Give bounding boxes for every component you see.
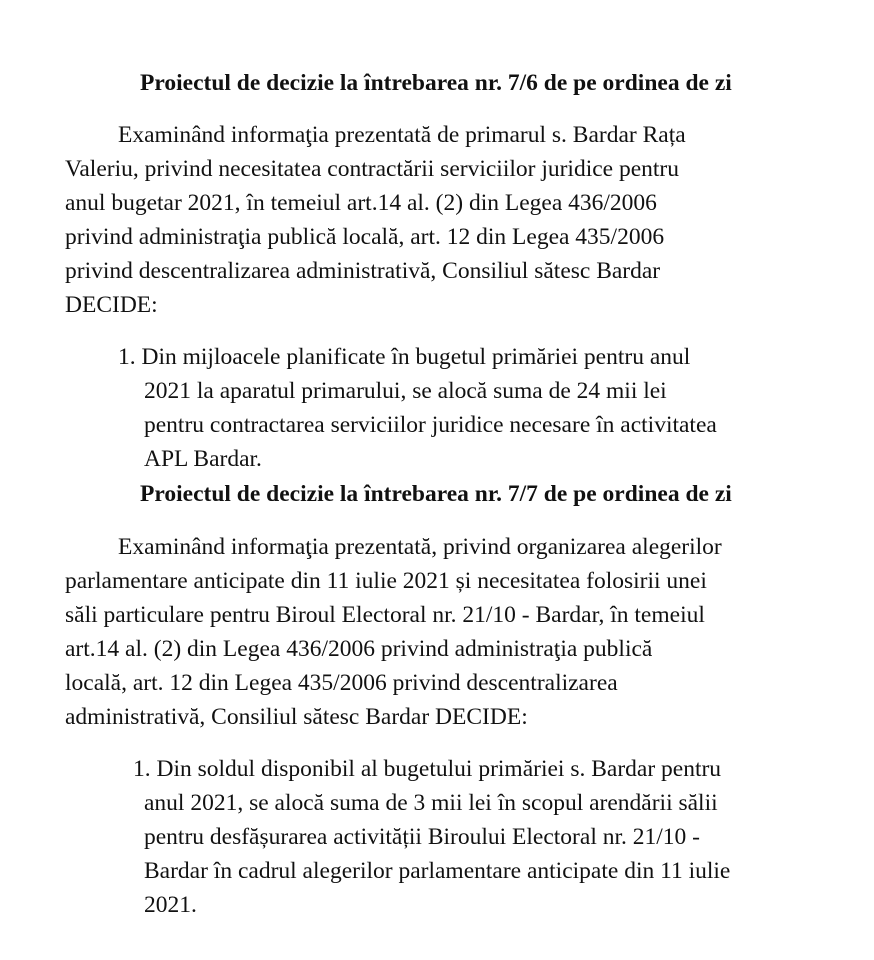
list-item-line: 1. Din mijloacele planificate în bugetul primăriei pentru anul (118, 344, 691, 370)
paragraph-line: Examinând informaţia prezentată, privind organizarea alegerilor (118, 534, 722, 560)
list-item-line: 1. Din soldul disponibil al bugetului primăriei s. Bardar pentru (133, 756, 722, 782)
decision-heading-7-6: Proiectul de decizie la întrebarea nr. 7/6 de pe ordinea de zi (140, 70, 732, 96)
paragraph-line: Valeriu, privind necesitatea contractării serviciilor juridice pentru (65, 156, 680, 182)
paragraph-line: Examinând informaţia prezentată de primarul s. Bardar Rața (118, 122, 686, 148)
list-item-line: pentru contractarea serviciilor juridice necesare în activitatea (144, 412, 717, 438)
list-item-line: pentru desfășurarea activității Biroului Electoral nr. 21/10 - (144, 824, 700, 850)
list-item-line: APL Bardar. (144, 446, 262, 472)
list-item-line: 2021. (144, 892, 197, 918)
list-item-line: 2021 la aparatul primarului, se alocă suma de 24 mii lei (144, 378, 667, 404)
paragraph-line: art.14 al. (2) din Legea 436/2006 privind administraţia publică (65, 636, 653, 662)
decision-heading-7-7: Proiectul de decizie la întrebarea nr. 7/7 de pe ordinea de zi (140, 481, 732, 507)
list-item-line: anul 2021, se alocă suma de 3 mii lei în scopul arendării sălii (144, 790, 718, 816)
paragraph-line: anul bugetar 2021, în temeiul art.14 al. (2) din Legea 436/2006 (65, 190, 657, 216)
paragraph-line: locală, art. 12 din Legea 435/2006 privind descentralizarea (65, 670, 618, 696)
paragraph-line: parlamentare anticipate din 11 iulie 2021 și necesitatea folosirii unei (65, 568, 707, 594)
paragraph-line: săli particulare pentru Biroul Electoral nr. 21/10 - Bardar, în temeiul (65, 602, 705, 628)
list-item-line: Bardar în cadrul alegerilor parlamentare anticipate din 11 iulie (144, 858, 731, 884)
paragraph-line: privind administraţia publică locală, art. 12 din Legea 435/2006 (65, 224, 665, 250)
paragraph-line: administrativă, Consiliul sătesc Bardar DECIDE: (65, 704, 528, 730)
paragraph-line: DECIDE: (65, 292, 158, 318)
paragraph-line: privind descentralizarea administrativă, Consiliul sătesc Bardar (65, 258, 661, 284)
